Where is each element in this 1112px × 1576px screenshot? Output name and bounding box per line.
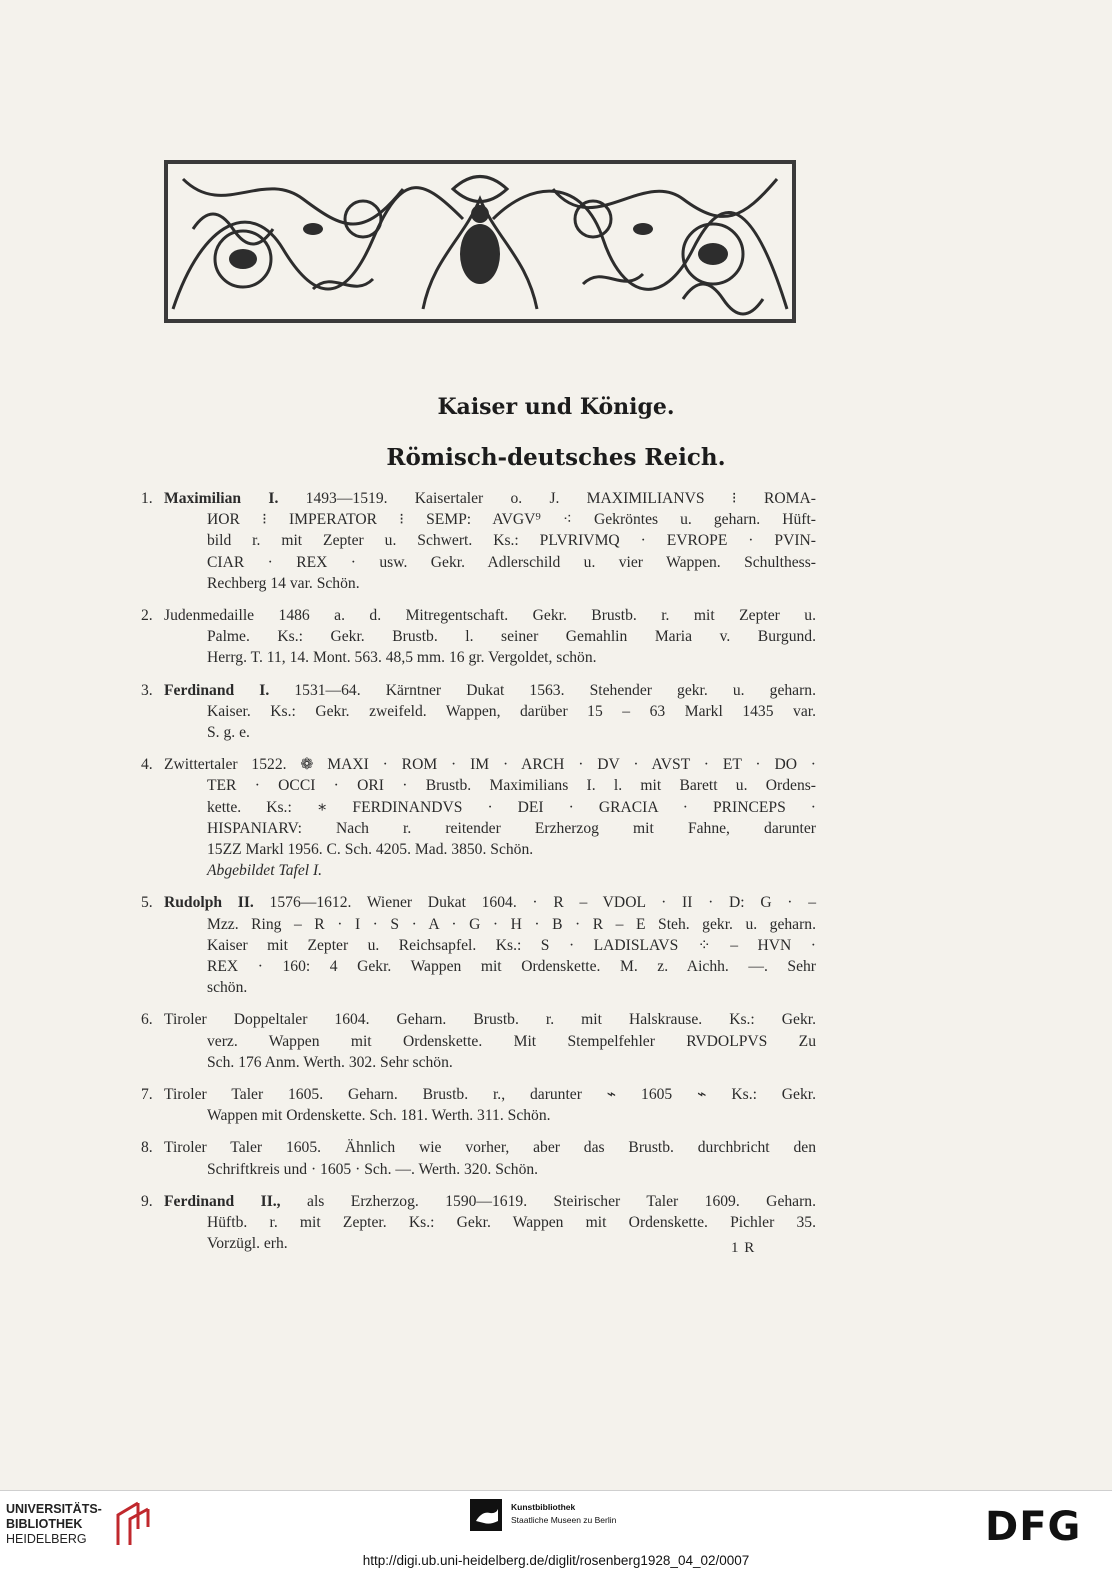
kunstbibliothek-logo[interactable] [511,1501,616,1527]
entry-number: 7. [141,1086,153,1104]
entry-line: Schriftkreis und · 1605 · Sch. —. Werth. 320. Schön. [207,1160,539,1178]
section-heading: Römisch-deutsches Reich. [386,444,726,471]
entry-text [164,1137,816,1179]
entry-line: Wappen mit Ordenskette. Sch. 181. Werth. 311. Schön. [207,1107,551,1125]
entry-line: Hüftb. r. mit Zepter. Ks.: Gekr. Wappen mit Ordenskette. Pichler 35. [207,1214,816,1232]
entry-line: REX · 160: 4 Gekr. Wappen mit Ordenskette. M. z. Aichh. —. Sehr [207,958,816,976]
entry-text: Rudolph II. 1576—1612. Wiener Dukat 1604. · R – VDOL · II · D: G · – Mzz. Ring – R · I · S · A · G · H · B · R – E Steh. gekr. u. geharn. Kaiser mit Zepter u. Reichsapfel. Ks.: S · LADISLAVS ⁘ – HVN · REX · 160: 4 Gekr. Wappen mit Ordenskette. M. z. Aichh. —. Sehr schön. [164,892,816,998]
signature-mark: 1 R [731,1240,756,1256]
entry-text: Ferdinand I. 1531—64. Kärntner Dukat 1563. Stehender gekr. u. geharn. Kaiser. Ks.: Gekr. zweifeld. Wappen, darüber 15 – 63 Markl 1435 var. S. g. e. [164,680,816,744]
viewer-footer [0,1490,1112,1576]
entry-line: S. g. e. [207,724,250,742]
entry-line: Tiroler Taler 1605. Ähnlich wie vorher, aber das Brustb. durchbricht den [164,1139,816,1157]
ruler-name: Maximilian I. [164,490,279,507]
entry-line: Tiroler Doppeltaler 1604. Geharn. Brustb. r. mit Halskrause. Ks.: Gekr. [164,1011,816,1029]
entry-number: 1. [141,490,153,507]
catalog-entries [141,488,816,1266]
entry-line: Zwittertaler 1522. ❁ MAXI · ROM · IM · ARCH · DV · AVST · ET · DO · [164,756,816,774]
entry-line: Kaiser. Ks.: Gekr. zweifeld. Wappen, darüber 15 – 63 Markl 1435 var. [207,702,816,720]
entry-line: Herrg. T. 11, 14. Mont. 563. 48,5 mm. 16 gr. Vergoldet, schön. [207,649,597,667]
entry-text [164,1009,816,1073]
catalog-entry [141,605,816,669]
entry-line: TER · OCCI · ORI · Brustb. Maximilians I. l. mit Barett u. Ordens- [207,777,816,795]
catalog-entry [141,1137,816,1179]
entry-number: 8. [141,1139,153,1157]
entry-line: HISPANIARV: Nach r. reitender Erzherzog mit Fahne, darunter [207,819,816,837]
ub-logo-line: BIBLIOTHEK [6,1517,83,1531]
catalog-entry [141,488,816,594]
entry-line: kette. Ks.: ∗ FERDINANDVS · DEI · GRACIA · PRINCEPS · [207,798,816,816]
entry-text [164,754,816,881]
entry-line: CIAR · REX · usw. Gekr. Adlerschild u. vier Wappen. Schulthess- [207,553,816,571]
ub-logo-line: UNIVERSITÄTS- [6,1502,102,1516]
entry-text [164,605,816,669]
ub-heidelberg-logo-icon [108,1499,158,1549]
ub-heidelberg-logo[interactable] [6,1502,102,1547]
ub-logo-line: HEIDELBERG [6,1532,87,1546]
entry-line: 15ZZ Markl 1956. C. Sch. 4205. Mad. 3850. Schön. [207,841,534,859]
kb-logo-line: Kunstbibliothek [511,1502,576,1512]
permalink-url[interactable]: http://digi.ub.uni-heidelberg.de/diglit/rosenberg1928_04_02/0007 [362,1553,750,1568]
entry-line: Palme. Ks.: Gekr. Brustb. l. seiner Gemahlin Maria v. Burgund. [207,628,816,646]
entry-line: Rechberg 14 var. Schön. [207,574,360,592]
page-heading: Kaiser und Könige. [437,394,675,420]
entry-line: Mzz. Ring – R · I · S · A · G · H · B · R – E Steh. gekr. u. geharn. [207,915,816,933]
entry-text [164,1084,816,1126]
ruler-name: Ferdinand I. [164,681,270,699]
ruler-name: Rudolph II. [164,894,254,912]
entry-number: 3. [141,681,153,699]
catalog-entry [141,1084,816,1126]
entry-text: Maximilian I. 1493—1519. Kaisertaler o. J. MAXIMILIANVS ⁝ ROMA- ИOR ⁝ IMPERATOR ⁝ SEMP: AVGV⁹ ⁖ Gekröntes u. geharn. Hüft- bild r. mit Zepter u. Schwert. Ks.: PLVRIVMQ · EVROPE · PVIN- CIAR · REX · usw. Gekr. Adlerschild u. vier Wappen. Schulthess- Rechberg 14 var. Schön. [164,488,816,594]
catalog-entry [141,754,816,881]
entry-line: Judenmedaille 1486 a. d. Mitregentschaft. Gekr. Brustb. r. mit Zepter u. [164,607,816,625]
entry-line: verz. Wappen mit Ordenskette. Mit Stempelfehler RVDOLPVS Zu [207,1032,816,1050]
catalog-entry [141,1009,816,1073]
plate-caption: Abgebildet Tafel I. [207,862,323,880]
catalog-entry [141,1191,816,1255]
entry-number: 9. [141,1192,153,1210]
ruler-name: Ferdinand II., [164,1192,281,1210]
entry-line: schön. [207,979,248,997]
entry-line: Kaiser mit Zepter u. Reichsapfel. Ks.: S · LADISLAVS ⁘ – HVN · [207,936,816,954]
entry-number: 2. [141,607,153,625]
entry-line: bild r. mit Zepter u. Schwert. Ks.: PLVRIVMQ · EVROPE · PVIN- [207,532,816,550]
entry-line: ИOR ⁝ IMPERATOR ⁝ SEMP: AVGV⁹ ⁖ Gekröntes u. geharn. Hüft- [207,511,816,529]
catalog-entry [141,892,816,998]
entry-number: 4. [141,756,153,774]
entry-number: 5. [141,894,153,912]
catalog-entry [141,680,816,744]
kb-logo-line: Staatliche Museen zu Berlin [511,1515,617,1525]
entry-line: Sch. 176 Anm. Werth. 302. Sehr schön. [207,1053,453,1071]
entry-line: Vorzügl. erh. [207,1235,288,1253]
entry-text: Ferdinand II., als Erzherzog. 1590—1619. Steirischer Taler 1609. Geharn. Hüftb. r. mit Zepter. Ks.: Gekr. Wappen mit Ordenskette. Pichler 35. Vorzügl. erh. [164,1191,816,1255]
dfg-logo[interactable]: DFG [985,1504,1082,1550]
kunstbibliothek-eagle-icon [470,1499,502,1531]
entry-line: Tiroler Taler 1605. Geharn. Brustb. r., darunter ⌁ 1605 ⌁ Ks.: Gekr. [164,1086,816,1104]
ornament-icon [163,159,797,324]
entry-number: 6. [141,1011,153,1029]
